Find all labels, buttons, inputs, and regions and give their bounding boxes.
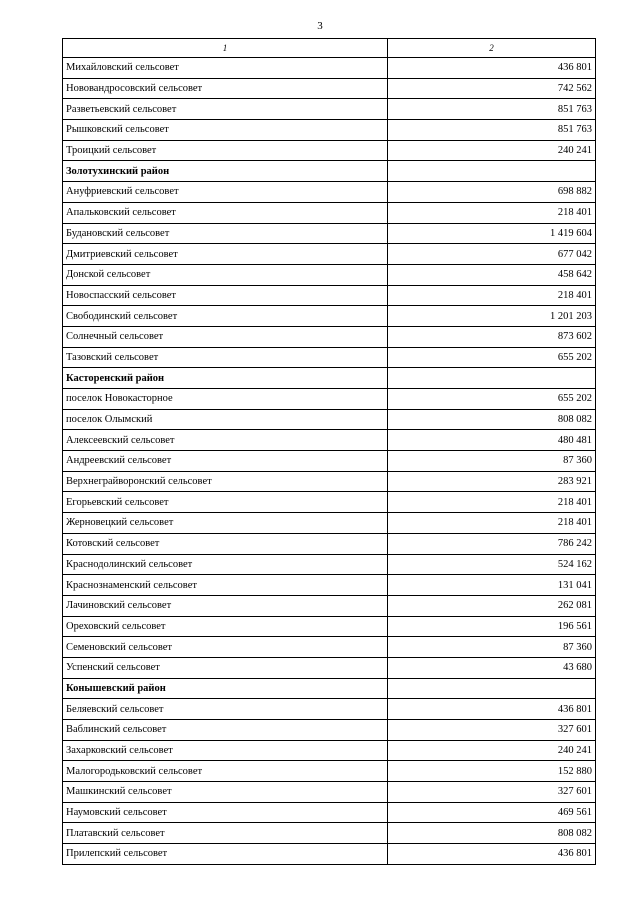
table-row <box>63 430 596 451</box>
district-header-row <box>63 161 596 182</box>
amount-value: 87 360 <box>388 451 596 472</box>
amount-value: 240 241 <box>388 740 596 761</box>
amount-value: 851 763 <box>388 120 596 141</box>
amount-value <box>388 678 596 699</box>
amount-value: 436 801 <box>388 844 596 865</box>
district-header-row <box>63 368 596 389</box>
table-row <box>63 409 596 430</box>
settlement-name: Дмитриевский сельсовет <box>63 244 388 265</box>
settlement-name: Егорьевский сельсовет <box>63 492 388 513</box>
table-body <box>63 58 596 865</box>
settlement-name: Котовский сельсовет <box>63 533 388 554</box>
settlement-name: Ануфриевский сельсовет <box>63 182 388 203</box>
amount-value: 458 642 <box>388 264 596 285</box>
amount-value: 327 601 <box>388 782 596 803</box>
amount-value: 655 202 <box>388 347 596 368</box>
settlement-name: Андреевский сельсовет <box>63 451 388 472</box>
settlement-name: поселок Олымский <box>63 409 388 430</box>
table-row <box>63 554 596 575</box>
table-row <box>63 740 596 761</box>
table-row <box>63 699 596 720</box>
table-row <box>63 78 596 99</box>
table-row <box>63 182 596 203</box>
amount-value: 1 201 203 <box>388 306 596 327</box>
amount-value: 698 882 <box>388 182 596 203</box>
amount-value: 873 602 <box>388 326 596 347</box>
table-row <box>63 223 596 244</box>
settlement-name: Машкинский сельсовет <box>63 782 388 803</box>
table-row <box>63 244 596 265</box>
settlement-name: Семеновский сельсовет <box>63 637 388 658</box>
table-row <box>63 120 596 141</box>
amount-value: 786 242 <box>388 533 596 554</box>
amount-value: 152 880 <box>388 761 596 782</box>
table-row <box>63 99 596 120</box>
settlement-name: Тазовский сельсовет <box>63 347 388 368</box>
settlement-name: Жерновецкий сельсовет <box>63 513 388 534</box>
table-row <box>63 533 596 554</box>
settlement-name: Рышковский сельсовет <box>63 120 388 141</box>
settlement-name: Беляевский сельсовет <box>63 699 388 720</box>
settlement-name: Малогородьковский сельсовет <box>63 761 388 782</box>
settlement-name: Успенский сельсовет <box>63 657 388 678</box>
table-row <box>63 616 596 637</box>
settlement-name: Солнечный сельсовет <box>63 326 388 347</box>
page-number: 3 <box>317 20 323 32</box>
column-header-2: 2 <box>388 39 596 58</box>
settlement-name: Донской сельсовет <box>63 264 388 285</box>
amount-value <box>388 368 596 389</box>
settlement-name: Наумовский сельсовет <box>63 802 388 823</box>
settlement-name: Краснодолинский сельсовет <box>63 554 388 575</box>
amount-value: 851 763 <box>388 99 596 120</box>
settlement-name: Будановский сельсовет <box>63 223 388 244</box>
amount-value: 131 041 <box>388 575 596 596</box>
amount-value <box>388 161 596 182</box>
district-name: Конышевский район <box>63 678 388 699</box>
amount-value: 524 162 <box>388 554 596 575</box>
district-header-row <box>63 678 596 699</box>
settlement-name: Нововандросовский сельсовет <box>63 78 388 99</box>
settlement-name: Алексеевский сельсовет <box>63 430 388 451</box>
settlement-name: Верхнеграйворонский сельсовет <box>63 471 388 492</box>
settlement-name: поселок Новокасторное <box>63 389 388 410</box>
table-row <box>63 844 596 865</box>
table-row <box>63 389 596 410</box>
table-row <box>63 761 596 782</box>
table-row <box>63 492 596 513</box>
table-row <box>63 347 596 368</box>
district-name: Золотухинский район <box>63 161 388 182</box>
table-row <box>63 513 596 534</box>
settlement-name: Ваблинский сельсовет <box>63 720 388 741</box>
amount-value: 742 562 <box>388 78 596 99</box>
table-row <box>63 306 596 327</box>
table-row <box>63 326 596 347</box>
amount-value: 808 082 <box>388 409 596 430</box>
table-row <box>63 595 596 616</box>
table-row <box>63 720 596 741</box>
amount-value: 262 081 <box>388 595 596 616</box>
table-row <box>63 140 596 161</box>
settlement-name: Платавский сельсовет <box>63 823 388 844</box>
table-header-row <box>63 39 596 58</box>
amount-value: 1 419 604 <box>388 223 596 244</box>
amount-value: 677 042 <box>388 244 596 265</box>
table-row <box>63 202 596 223</box>
table-row <box>63 285 596 306</box>
table-row <box>63 471 596 492</box>
amount-value: 480 481 <box>388 430 596 451</box>
table-row <box>63 657 596 678</box>
amount-value: 87 360 <box>388 637 596 658</box>
amount-value: 655 202 <box>388 389 596 410</box>
table-row <box>63 264 596 285</box>
settlement-name: Разветьевский сельсовет <box>63 99 388 120</box>
table-row <box>63 58 596 79</box>
amount-value: 436 801 <box>388 58 596 79</box>
settlement-name: Михайловский сельсовет <box>63 58 388 79</box>
amount-value: 43 680 <box>388 657 596 678</box>
settlement-name: Лачиновский сельсовет <box>63 595 388 616</box>
amount-value: 218 401 <box>388 285 596 306</box>
settlement-name: Апальковский сельсовет <box>63 202 388 223</box>
amount-value: 218 401 <box>388 492 596 513</box>
column-header-1: 1 <box>63 39 388 58</box>
table-row <box>63 782 596 803</box>
district-name: Касторенский район <box>63 368 388 389</box>
settlement-name: Ореховский сельсовет <box>63 616 388 637</box>
allocation-table <box>62 38 596 865</box>
table-header <box>63 39 596 58</box>
amount-value: 240 241 <box>388 140 596 161</box>
settlement-name: Троицкий сельсовет <box>63 140 388 161</box>
settlement-name: Свободинский сельсовет <box>63 306 388 327</box>
amount-value: 469 561 <box>388 802 596 823</box>
amount-value: 196 561 <box>388 616 596 637</box>
table-row <box>63 802 596 823</box>
settlement-name: Краснознаменский сельсовет <box>63 575 388 596</box>
table-row <box>63 637 596 658</box>
amount-value: 436 801 <box>388 699 596 720</box>
amount-value: 218 401 <box>388 513 596 534</box>
settlement-name: Захарковский сельсовет <box>63 740 388 761</box>
amount-value: 218 401 <box>388 202 596 223</box>
table-row <box>63 575 596 596</box>
amount-value: 808 082 <box>388 823 596 844</box>
settlement-name: Прилепский сельсовет <box>63 844 388 865</box>
amount-value: 283 921 <box>388 471 596 492</box>
amount-value: 327 601 <box>388 720 596 741</box>
settlement-name: Новоспасский сельсовет <box>63 285 388 306</box>
table-row <box>63 823 596 844</box>
table-row <box>63 451 596 472</box>
